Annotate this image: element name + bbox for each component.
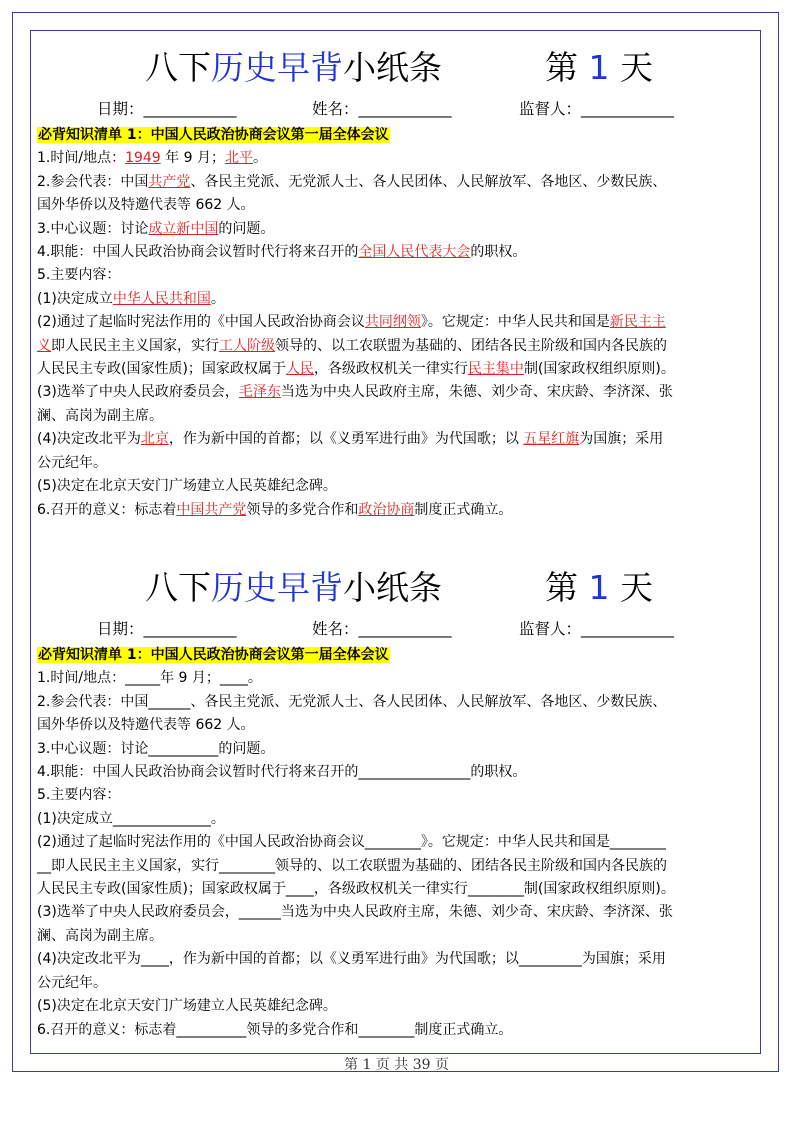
line-9 xyxy=(37,335,759,358)
txt: 的职权。 xyxy=(470,244,527,261)
answer: 中国共产党 xyxy=(176,501,247,518)
answer: 毛泽东 xyxy=(238,384,281,401)
txt: (3)选举了中央人民政府委员会， xyxy=(37,384,239,401)
txt: 6.召开的意义：标志着 xyxy=(37,501,177,518)
day-prefix: 第 xyxy=(545,568,589,607)
blank-line-10: 人民民主专政(国家性质)；国家政权属于____，各级政权机关一律实行________制(国家政权组织原则)。 xyxy=(37,881,675,898)
blank-card xyxy=(37,562,759,1042)
day-suffix: 天 xyxy=(609,568,653,607)
line-14: 公元纪年。 xyxy=(37,454,107,471)
txt: 。 xyxy=(252,150,267,167)
line-1 xyxy=(37,147,759,170)
blank-line-5: 4.职能：中国人民政治协商会议暂时代行将来召开的________________的职权。 xyxy=(37,764,527,781)
day-suffix: 天 xyxy=(609,48,653,87)
txt: 、各民主党派、无党派人士、各人民团体、人民解放军、各地区、少数民族、 xyxy=(190,173,667,190)
line-12: 澜、高岗为副主席。 xyxy=(37,407,163,424)
title-blue-morning: 早背 xyxy=(277,568,343,607)
name-field: 姓名：____________ xyxy=(312,100,452,118)
blank-line-16: 6.召开的意义：标志着__________领导的多党合作和________制度正式确立。 xyxy=(37,1021,513,1038)
answer: 义 xyxy=(37,337,51,354)
date-field: 日期：____________ xyxy=(97,100,237,118)
answer: 民主集中 xyxy=(467,361,524,378)
txt: 领导的、以工农联盟为基础的、团结各民主阶级和国内各民族的 xyxy=(275,337,667,354)
meta-row xyxy=(37,94,759,124)
day-label xyxy=(545,562,653,614)
line-8 xyxy=(37,311,759,334)
day-prefix: 第 xyxy=(545,48,589,87)
answer: 成立新中国 xyxy=(148,220,219,237)
blank-line-15: (5)决定在北京天安门广场建立人民英雄纪念碑。 xyxy=(37,998,337,1015)
line-6: 5.主要内容： xyxy=(37,267,121,284)
card-title xyxy=(37,562,759,614)
txt: 2.参会代表：中国 xyxy=(37,173,149,190)
blank-line-2: 2.参会代表：中国______、各民主党派、无党派人士、各人民团体、人民解放军、各地区、少数民族、 xyxy=(37,693,667,710)
day-number: 1 xyxy=(588,568,610,607)
txt: 人民民主专政(国家性质)；国家政权属于 xyxy=(37,361,286,378)
answer: 工人阶级 xyxy=(219,337,275,354)
answer: 共产党 xyxy=(148,173,191,190)
txt: 当选为中央人民政府主席，朱德、刘少奇、宋庆龄、李济深、张 xyxy=(280,384,673,401)
txt: 年 9 月； xyxy=(160,150,225,167)
txt: 的问题。 xyxy=(218,220,275,237)
txt: 制(国家政权组织原则)。 xyxy=(523,361,675,378)
date-field: 日期：____________ xyxy=(97,620,237,638)
txt: (4)决定改北平为 xyxy=(37,431,141,448)
answer: 政治协商 xyxy=(358,501,415,518)
answer: 1949 xyxy=(125,150,161,167)
blank-line-9: __即人民民主主义国家，实行________领导的、以工农联盟为基础的、团结各民主阶级和国内各民族的 xyxy=(37,857,667,874)
answer: 共同纲领 xyxy=(364,314,421,331)
txt: 即人民民主主义国家，实行 xyxy=(51,337,219,354)
txt: 制度正式确立。 xyxy=(414,501,513,518)
txt: ，作为新中国的首都；以《义勇军进行曲》为代国歌；以 xyxy=(168,431,524,448)
header-text: 必背知识清单 1：中国人民政治协商会议第一届全体会议 xyxy=(38,647,389,663)
answer: 新民主主 xyxy=(609,314,666,331)
txt: 1.时间/地点： xyxy=(37,150,126,167)
line-2 xyxy=(37,171,759,194)
supervisor-field: 监督人：____________ xyxy=(519,620,675,638)
blank-line-3: 国外华侨以及特邀代表等 662 人。 xyxy=(37,717,255,734)
name-field: 姓名：____________ xyxy=(312,620,452,638)
title-prefix: 八下 xyxy=(145,48,211,87)
answer: 全国人民代表大会 xyxy=(358,244,471,261)
line-3: 国外华侨以及特邀代表等 662 人。 xyxy=(37,197,255,214)
supervisor-field: 监督人：____________ xyxy=(519,100,675,118)
txt: 领导的多党合作和 xyxy=(246,501,359,518)
blank-line-4: 3.中心议题：讨论__________的问题。 xyxy=(37,740,275,757)
day-number: 1 xyxy=(588,48,610,87)
line-10 xyxy=(37,358,759,381)
txt: 。 xyxy=(210,290,225,307)
txt: 3.中心议题：讨论 xyxy=(37,220,149,237)
knowledge-header xyxy=(37,644,759,667)
title-prefix: 八下 xyxy=(145,568,211,607)
blank-line-6: 5.主要内容： xyxy=(37,787,121,804)
txt: 4.职能：中国人民政治协商会议暂时代行将来召开的 xyxy=(37,244,359,261)
meta-row xyxy=(37,614,759,644)
title-blue-morning: 早背 xyxy=(277,48,343,87)
line-16 xyxy=(37,499,759,522)
title-blue-history: 历史 xyxy=(211,568,277,607)
answer: 中华人民共和国 xyxy=(112,290,211,307)
answer: 北平 xyxy=(224,150,253,167)
line-4 xyxy=(37,218,759,241)
txt: 》。它规定：中华人民共和国是 xyxy=(420,314,610,331)
answer: 五星红旗 xyxy=(523,431,580,448)
txt: ，各级政权机关一律实行 xyxy=(313,361,468,378)
txt: (1)决定成立 xyxy=(37,290,113,307)
title-suffix: 小纸条 xyxy=(343,568,442,607)
line-5 xyxy=(37,241,759,264)
line-15: (5)决定在北京天安门广场建立人民英雄纪念碑。 xyxy=(37,478,337,495)
answer: 北京 xyxy=(140,431,169,448)
line-11 xyxy=(37,381,759,404)
filled-card xyxy=(37,42,759,522)
card-title xyxy=(37,42,759,94)
blank-line-14: 公元纪年。 xyxy=(37,974,107,991)
line-7 xyxy=(37,288,759,311)
blank-line-7: (1)决定成立______________。 xyxy=(37,810,225,827)
title-suffix: 小纸条 xyxy=(343,48,442,87)
line-13 xyxy=(37,428,759,451)
header-text: 必背知识清单 1：中国人民政治协商会议第一届全体会议 xyxy=(38,127,389,143)
txt: (2)通过了起临时宪法作用的《中国人民政治协商会议 xyxy=(37,314,365,331)
knowledge-header xyxy=(37,124,759,147)
day-label xyxy=(545,42,653,94)
page-footer: 第 1 页 共 39 页 xyxy=(344,1057,449,1073)
txt: 为国旗；采用 xyxy=(579,431,664,448)
blank-line-11: (3)选举了中央人民政府委员会，______当选为中央人民政府主席，朱德、刘少奇、宋庆龄、李济深、张 xyxy=(37,904,673,921)
blank-line-12: 澜、高岗为副主席。 xyxy=(37,927,163,944)
answer: 人民 xyxy=(285,361,314,378)
blank-line-8: (2)通过了起临时宪法作用的《中国人民政治协商会议________》。它规定：中华人民共和国是________ xyxy=(37,834,666,851)
title-blue-history: 历史 xyxy=(211,48,277,87)
blank-line-13: (4)决定改北平为____，作为新中国的首都；以《义勇军进行曲》为代国歌；以_________为国旗；采用 xyxy=(37,951,666,968)
blank-line-1: 1.时间/地点：_____年 9 月；____。 xyxy=(37,670,262,687)
